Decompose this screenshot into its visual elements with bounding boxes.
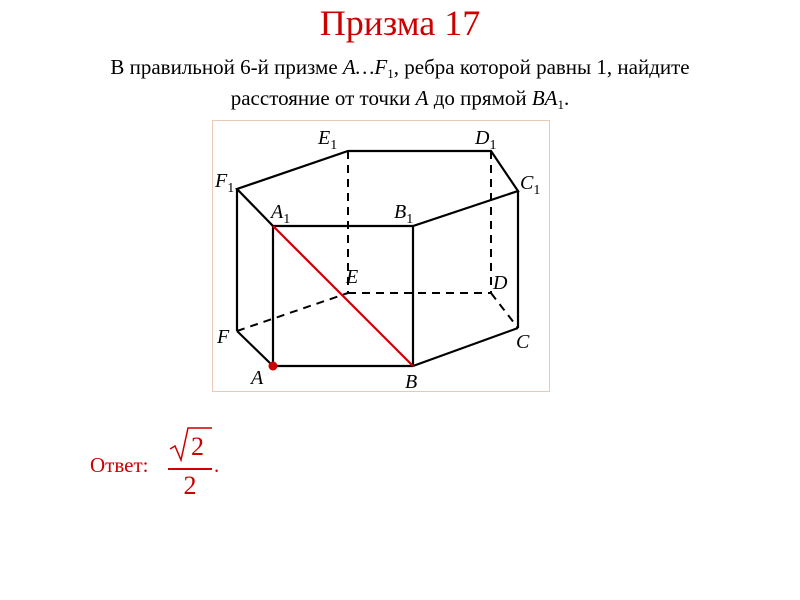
label-B1: $B_1$ xyxy=(394,201,414,227)
prism-name: A…F xyxy=(342,55,388,79)
visible-edges xyxy=(237,151,518,366)
edge-FA xyxy=(237,331,273,366)
line-BA1 xyxy=(273,226,413,366)
label-F1: $F_1$ xyxy=(215,170,235,196)
point-A-marker xyxy=(269,362,278,371)
sqrt-numerator xyxy=(168,425,214,463)
prism-diagram xyxy=(213,121,549,391)
line-name: BA xyxy=(531,86,558,110)
problem-line-2: расстояние от точки A до прямой $BA_1$. xyxy=(230,86,570,112)
edge-DC xyxy=(491,293,518,328)
edge-BC xyxy=(413,328,518,366)
answer-label: Ответ: xyxy=(90,453,149,477)
label-C: C xyxy=(516,331,530,353)
edge-FE xyxy=(237,293,348,331)
numerator-value: 2 xyxy=(191,432,204,461)
point-name: A xyxy=(415,86,429,110)
denominator-value: 2 xyxy=(183,471,197,500)
answer-end: . xyxy=(214,453,220,477)
label-D: D xyxy=(493,272,508,294)
problem-statement xyxy=(20,52,780,114)
label-F: F xyxy=(217,326,230,348)
fraction-bar xyxy=(168,468,212,470)
prism-figure xyxy=(212,120,550,392)
label-E1: $E_1$ xyxy=(318,127,338,153)
label-B: B xyxy=(405,371,418,391)
slide-title: Призма 17 xyxy=(319,3,481,43)
label-E: E xyxy=(346,266,359,288)
label-A1: $A_1$ xyxy=(271,201,291,227)
label-C1: $C_1$ xyxy=(520,172,541,198)
hidden-edges xyxy=(237,151,518,331)
problem-line-1: В правильной 6-й призме $A\dots F_1$, ребра которой равны 1, найдите xyxy=(110,55,690,81)
label-D1: $D_1$ xyxy=(475,127,497,153)
label-A: A xyxy=(251,367,264,389)
